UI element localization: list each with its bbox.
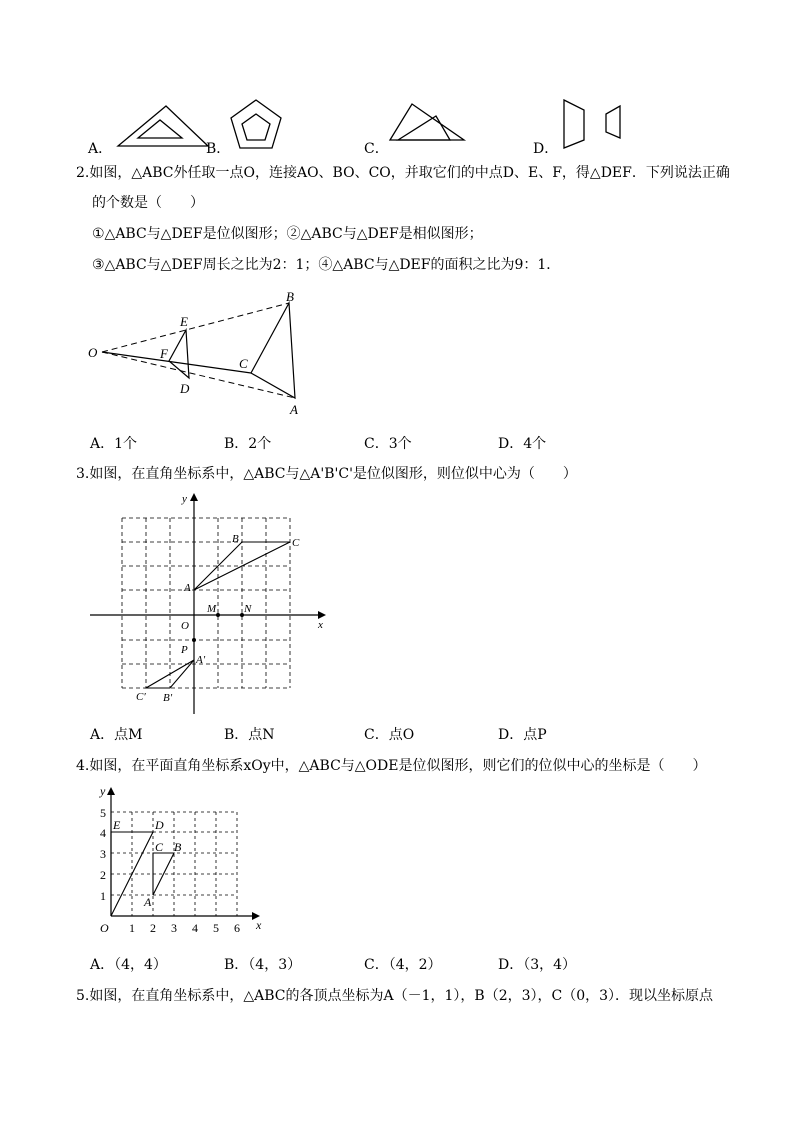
q2-label-b: B xyxy=(286,289,294,304)
q3-axis-y-label: y xyxy=(182,493,187,505)
q4-axis-x-label: x xyxy=(256,918,262,932)
q4-ytick-3: 3 xyxy=(100,847,106,861)
q1-option-b-label: B． xyxy=(206,141,231,157)
q3-option-a: A．点M xyxy=(90,727,143,743)
q2-statement-line2: ③△ABC与△DEF周长之比为2：1；④△ABC与△DEF的面积之比为9：1． xyxy=(92,257,561,273)
q2-option-c: C．3个 xyxy=(364,436,412,452)
q4-option-b: B．（4，3） xyxy=(224,957,302,973)
q3-label-c-prime: C′ xyxy=(136,691,146,703)
q2-option-a: A．1个 xyxy=(90,436,138,452)
q3-label-c: C xyxy=(292,537,300,549)
q4-label-o: O xyxy=(100,921,109,935)
q4-figure xyxy=(88,782,268,940)
q3-label-m: M xyxy=(207,603,217,615)
q1-option-c-label: C． xyxy=(364,141,389,157)
q4-xtick-1: 1 xyxy=(129,921,135,935)
q3-label-o: O xyxy=(181,620,189,632)
q1-option-b-figure xyxy=(228,98,284,150)
q4-ytick-1: 1 xyxy=(100,889,106,903)
q3-option-d: D．点P xyxy=(498,727,547,743)
q4-label-c: C xyxy=(155,840,164,854)
q1-option-d-figure xyxy=(560,98,630,150)
q3-option-b: B．点N xyxy=(224,727,275,743)
q3-label-a: A xyxy=(184,582,191,594)
q2-label-c: C xyxy=(239,356,248,371)
q5-stem: 5.如图，在直角坐标系中，△ABC的各顶点坐标为A（－1，1），B（2，3），C（0，3）．现以坐标原点 xyxy=(76,988,714,1004)
q2-option-b: B．2个 xyxy=(224,436,272,452)
q4-xtick-2: 2 xyxy=(150,921,156,935)
q3-label-b: B xyxy=(232,533,239,545)
q1-option-a-label: A． xyxy=(88,141,113,157)
q4-option-a: A．（4，4） xyxy=(90,957,167,973)
q2-statement-line1: ①△ABC与△DEF是位似图形；②△ABC与△DEF是相似图形； xyxy=(92,226,483,242)
q4-xtick-6: 6 xyxy=(234,921,240,935)
q3-label-b-prime: B′ xyxy=(163,692,173,704)
q1-option-d-label: D． xyxy=(533,141,559,157)
q4-stem: 4.如图，在平面直角坐标系xOy中，△ABC与△ODE是位似图形，则它们的位似中心的坐标是（ ） xyxy=(76,758,707,774)
q4-xtick-5: 5 xyxy=(213,921,219,935)
q4-option-d: D．（3，4） xyxy=(498,957,577,973)
q3-label-a-prime: A′ xyxy=(196,654,206,666)
q4-xtick-3: 3 xyxy=(171,921,177,935)
q2-option-d: D．4个 xyxy=(498,436,547,452)
q2-label-a: A xyxy=(290,402,298,417)
q4-ytick-2: 2 xyxy=(100,868,106,882)
q3-label-n: N xyxy=(244,603,252,615)
q1-option-a-figure xyxy=(116,104,212,150)
q4-label-d: D xyxy=(155,818,164,832)
q2-label-e: E xyxy=(180,314,188,329)
q2-label-d: D xyxy=(180,381,190,396)
q4-ytick-5: 5 xyxy=(100,806,106,820)
q3-option-c: C．点O xyxy=(364,727,415,743)
q1-option-c-figure xyxy=(388,102,468,144)
q2-label-o: O xyxy=(88,345,98,360)
q2-label-f: F xyxy=(160,346,168,361)
q4-label-b: B xyxy=(174,840,182,854)
q2-stem-line1: 2.如图，△ABC外任取一点O，连接AO、BO、CO，并取它们的中点D、E、F，得△DEF．下列说法正确 xyxy=(76,165,730,181)
q4-label-e: E xyxy=(113,818,121,832)
q2-stem-line2: 的个数是（ ） xyxy=(92,195,204,211)
q4-option-c: C．（4，2） xyxy=(364,957,442,973)
q4-label-a: A xyxy=(144,895,152,909)
q4-xtick-4: 4 xyxy=(192,921,198,935)
q4-ytick-4: 4 xyxy=(100,826,106,840)
q2-figure xyxy=(84,286,320,420)
q4-axis-y-label: y xyxy=(100,784,106,798)
q3-stem: 3.如图，在直角坐标系中，△ABC与△A'B'C'是位似图形，则位似中心为（ ） xyxy=(76,466,577,482)
q3-label-p: P xyxy=(181,644,188,656)
q3-figure xyxy=(86,488,336,716)
q3-axis-x-label: x xyxy=(318,619,323,631)
